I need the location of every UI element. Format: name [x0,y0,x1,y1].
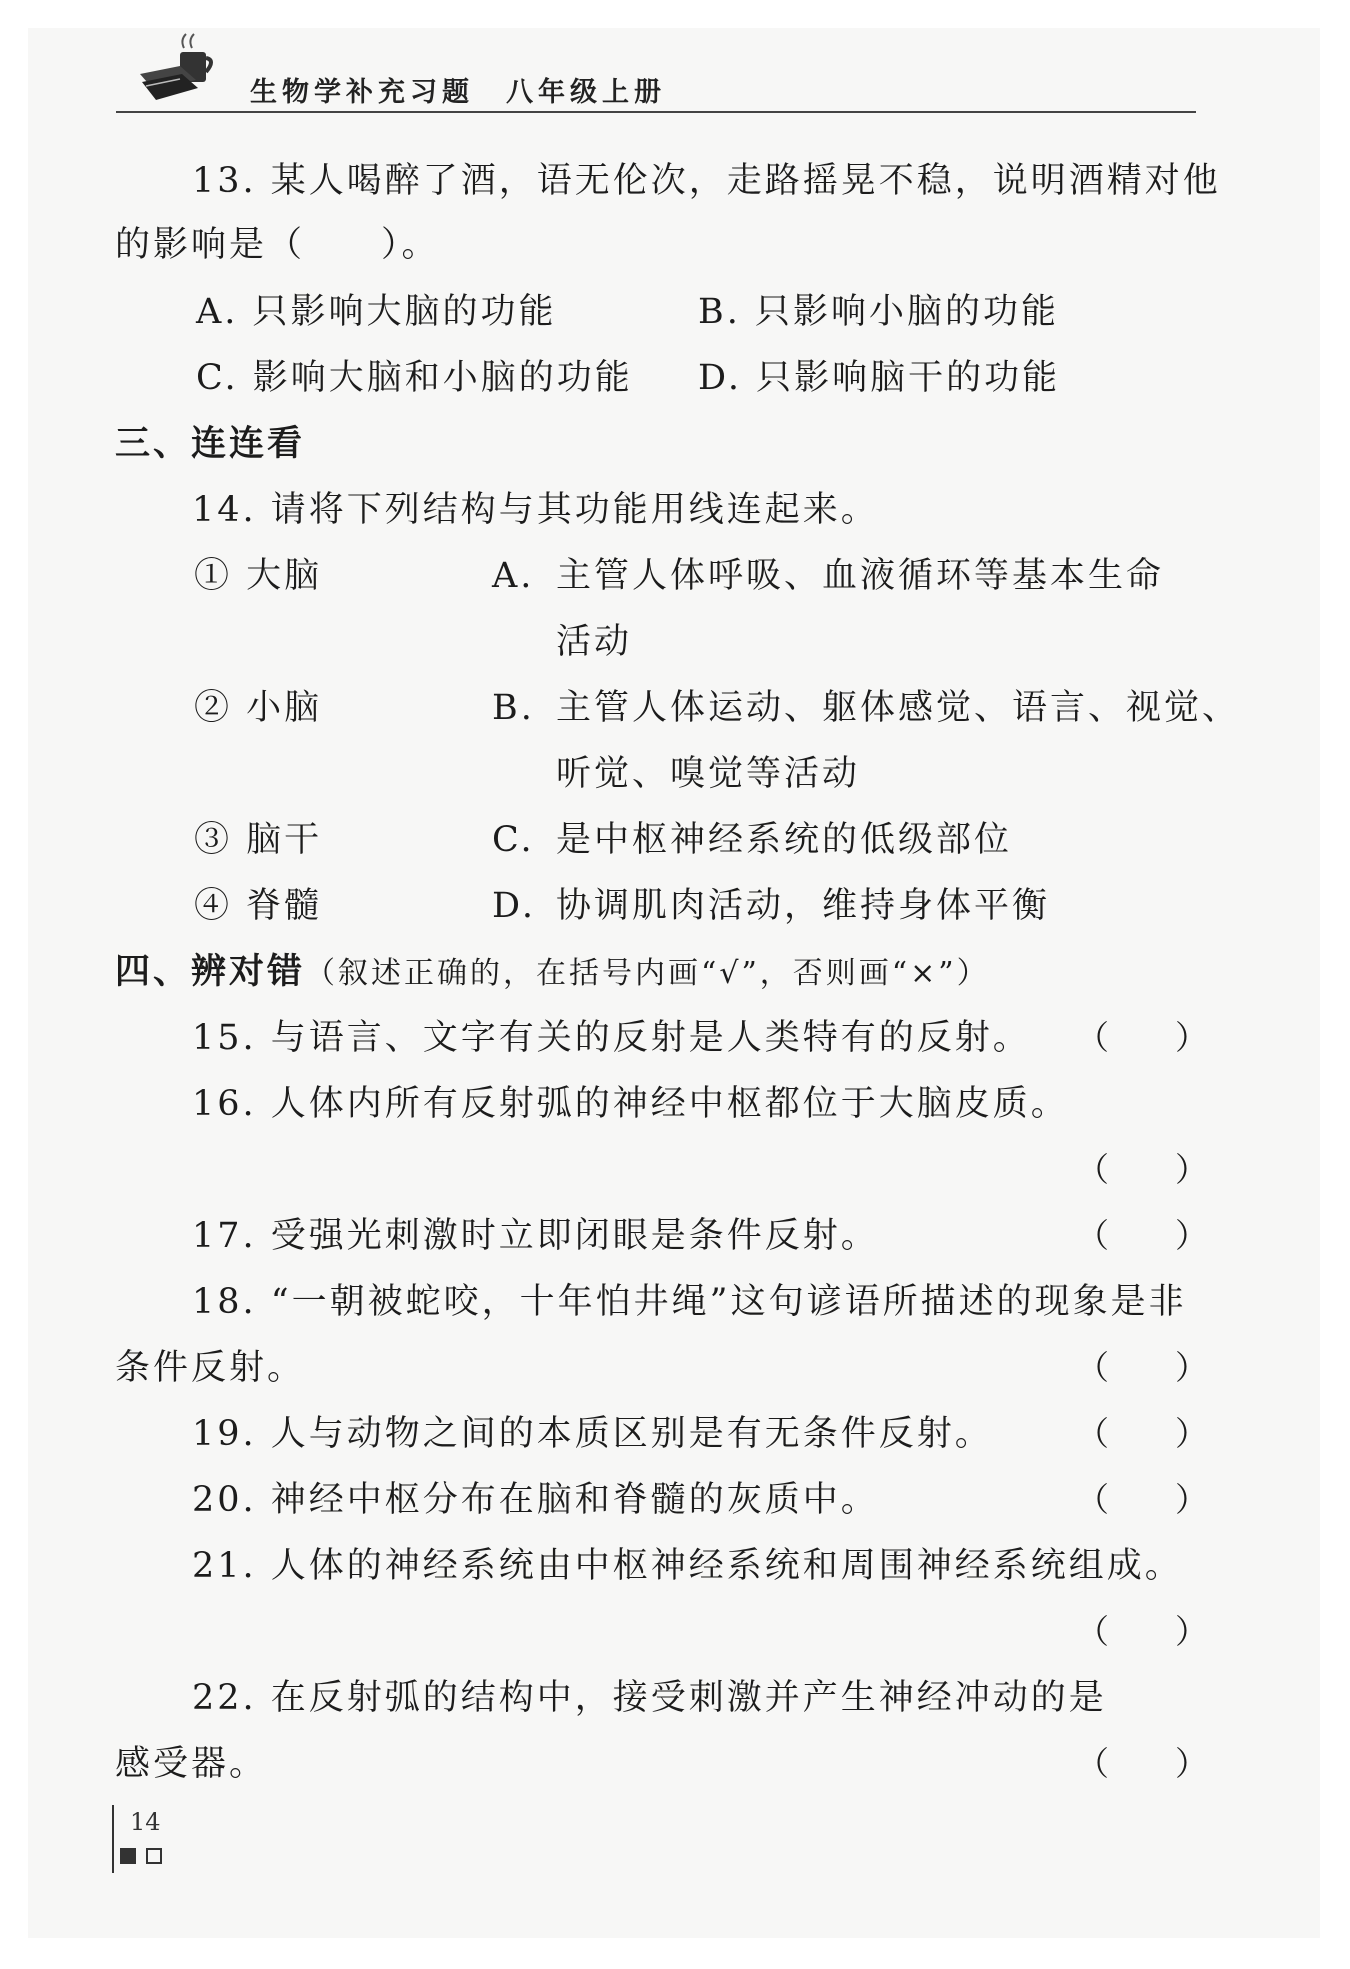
q13-line1: 13. 某人喝醉了酒，语无伦次，走路摇晃不稳，说明酒精对他 [192,161,1221,201]
section-heading-true-false [115,950,990,996]
q17-text: 17. 受强光刺激时立即闭眼是条件反射。 [192,1216,879,1256]
q22-line1: 22. 在反射弧的结构中，接受刺激并产生神经冲动的是 [192,1678,1107,1718]
q19-text: 19. 人与动物之间的本质区别是有无条件反射。 [192,1414,993,1454]
q14-left-3: ③ 脑干 [194,820,323,860]
q14-right-b-line2: 听觉、嗅觉等活动 [556,754,861,794]
q19-answer-blank[interactable]: （ ） [1076,1414,1208,1453]
q13-option-c: C. 影响大脑和小脑的功能 [196,358,633,398]
q17-answer-blank[interactable]: （ ） [1076,1216,1208,1255]
header-divider [116,111,1196,113]
q14-letter-a: A. [492,556,535,596]
q21-text: 21. 人体的神经系统由中枢神经系统和周围神经系统组成。 [192,1546,1183,1586]
footer-filled-square-icon [120,1848,136,1864]
footer-divider [112,1805,114,1873]
q13-line2: 的影响是（ ）。 [115,225,440,265]
books-and-cup-icon [136,28,226,108]
q18-line2: 条件反射。 [115,1348,306,1388]
q14-letter-b: B. [492,688,535,728]
q14-right-d: 协调肌肉活动，维持身体平衡 [556,886,1051,926]
q20-text: 20. 神经中枢分布在脑和脊髓的灰质中。 [192,1480,879,1520]
q14-right-b-line1: 主管人体运动、躯体感觉、语言、视觉、 [556,688,1241,728]
q13-option-b: B. 只影响小脑的功能 [698,292,1059,332]
q14-right-a-line1: 主管人体呼吸、血液循环等基本生命 [556,556,1165,596]
q14-left-4: ④ 脊髓 [194,886,323,926]
page-number: 14 [130,1808,161,1836]
q15-text: 15. 与语言、文字有关的反射是人类特有的反射。 [192,1018,1031,1058]
q14-right-c: 是中枢神经系统的低级部位 [556,820,1013,860]
q14-left-2: ② 小脑 [194,688,323,728]
section4-note: （叙述正确的，在括号内画“√”，否则画“×”） [305,956,990,991]
q14-left-1: ① 大脑 [194,556,323,596]
q13-option-d: D. 只影响脑干的功能 [698,358,1061,398]
q14-letter-c: C. [492,820,535,860]
q22-line2: 感受器。 [115,1744,268,1784]
q14-stem: 14. 请将下列结构与其功能用线连起来。 [192,490,879,530]
section-heading-matching: 三、连连看 [115,423,306,464]
header-title: 生物学补充习题 八年级上册 [250,77,666,108]
q18-answer-blank[interactable]: （ ） [1076,1348,1208,1387]
footer-empty-square-icon [146,1848,162,1864]
q18-line1: 18. “一朝被蛇咬，十年怕井绳”这句谚语所描述的现象是非 [192,1282,1187,1322]
q14-right-a-line2: 活动 [556,622,633,662]
q13-option-a: A. 只影响大脑的功能 [196,292,557,332]
q15-answer-blank[interactable]: （ ） [1076,1018,1208,1057]
section4-title: 四、辨对错 [115,951,306,992]
q21-answer-blank[interactable]: （ ） [1076,1612,1208,1651]
q20-answer-blank[interactable]: （ ） [1076,1480,1208,1519]
q16-text: 16. 人体内所有反射弧的神经中枢都位于大脑皮质。 [192,1084,1069,1124]
q22-answer-blank[interactable]: （ ） [1076,1744,1208,1783]
q16-answer-blank[interactable]: （ ） [1076,1150,1208,1189]
q14-letter-d: D. [492,886,536,926]
